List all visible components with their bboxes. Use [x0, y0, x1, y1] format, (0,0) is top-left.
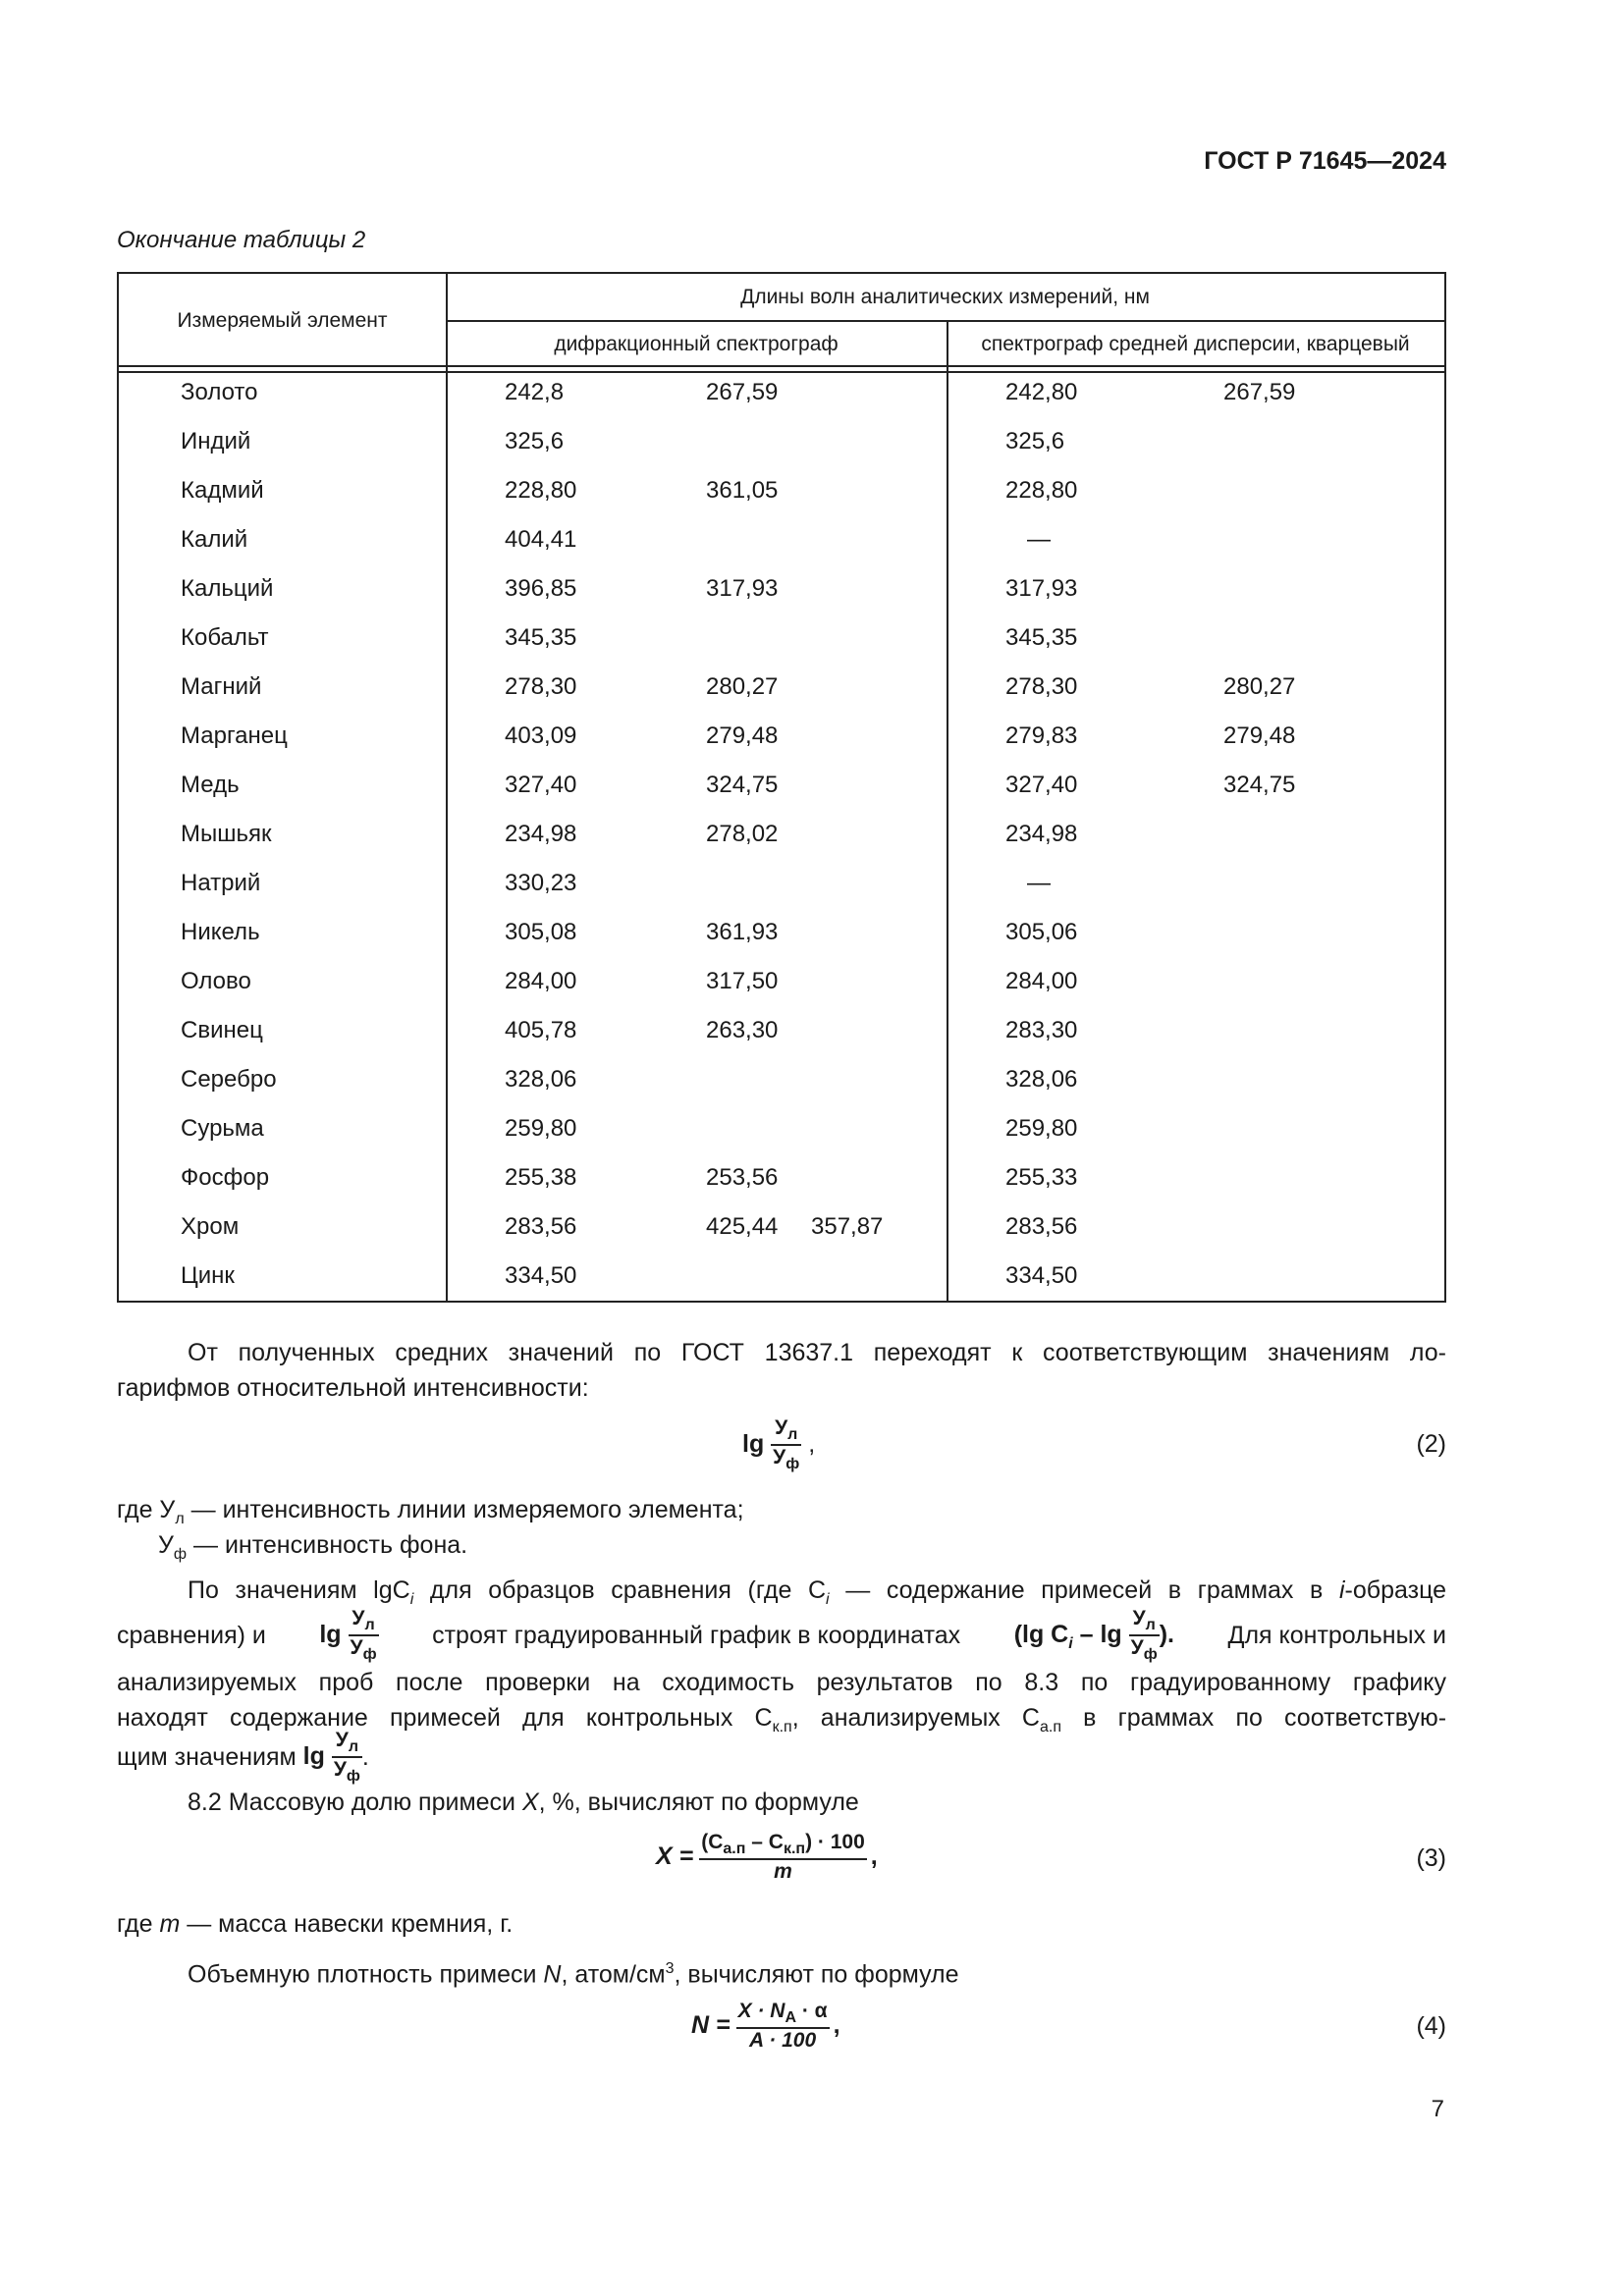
wavelength-cell: 263,30 [706, 1017, 779, 1043]
table-caption: Окончание таблицы 2 [117, 227, 366, 253]
wavelength-cell: 317,93 [1005, 575, 1078, 602]
wavelength-cell: 404,41 [505, 526, 577, 553]
where-mass: где m — масса навески кремния, г. [117, 1910, 514, 1938]
divider-element-column [446, 274, 448, 1301]
wavelength-cell: 345,35 [1005, 624, 1078, 651]
wavelength-cell: 234,98 [505, 821, 577, 847]
equation-number-3: (3) [1416, 1844, 1446, 1872]
element-name-cell: Хром [181, 1213, 240, 1240]
wavelength-cell: 305,06 [1005, 919, 1078, 945]
element-name-cell: Калий [181, 526, 248, 553]
element-name-cell: Кадмий [181, 477, 264, 504]
wavelength-cell: 280,27 [1223, 673, 1296, 700]
wavelength-cell: 242,80 [1005, 379, 1078, 405]
element-name-cell: Никель [181, 919, 260, 945]
inline-ratio-2: lg $\frac{У_л}{У_ф}$ [302, 1728, 360, 1786]
wavelength-cell: 405,78 [505, 1017, 577, 1043]
wavelength-cell: 255,38 [505, 1164, 577, 1191]
wavelength-cell: 317,50 [706, 968, 779, 994]
formula-2: lg $\frac{У_л}{У_ф}$ , [742, 1416, 816, 1473]
paragraph-log-intro-line1: От полученных средних значений по ГОСТ 13637.1 переходят к соответствующим значениям ло- [188, 1339, 1446, 1366]
wavelength-cell: 334,50 [1005, 1262, 1078, 1289]
wavelength-cell: 328,06 [1005, 1066, 1078, 1093]
element-name-cell: Марганец [181, 722, 288, 749]
element-name-cell: Золото [181, 379, 258, 405]
wavelength-cell: 234,98 [1005, 821, 1078, 847]
page-number: 7 [1431, 2096, 1444, 2122]
wavelength-cell: — [1027, 526, 1051, 553]
formula-4: N = $\frac{X \cdot N_A \cdot \alpha}{A \cdot 100}$ , [691, 2000, 840, 2053]
formula-3-fraction: $\frac{(C_{а.п} - C_{к.п}) \cdot 100}{m}$ [701, 1831, 865, 1884]
element-name-cell: Индий [181, 428, 251, 454]
divider-spectrograph-columns [947, 320, 948, 1301]
wavelength-cell: 267,59 [706, 379, 779, 405]
where-line-1: где $У_л$ — интенсивность линии измеряемого элемента; [117, 1496, 744, 1527]
wavelength-cell: 278,30 [1005, 673, 1078, 700]
wavelength-cell: 253,56 [706, 1164, 779, 1191]
divider-header-bottom-1 [119, 365, 1444, 367]
wavelength-cell: 228,80 [1005, 477, 1078, 504]
wavelength-cell: 283,56 [505, 1213, 577, 1240]
wavelength-cell: 361,05 [706, 477, 779, 504]
wavelength-cell: 267,59 [1223, 379, 1296, 405]
divider-header-bottom-2 [119, 371, 1444, 373]
formula-2-lg: lg [742, 1429, 765, 1458]
header-diffraction-spectrograph: дифракционный спектрограф [554, 333, 839, 355]
element-name-cell: Медь [181, 772, 240, 798]
element-name-cell: Сурьма [181, 1115, 264, 1142]
paragraph-calibration-line2: сравнения) и lg $\frac{У_л}{У_ф}$ строят градуированный график в координатах (lg $C_i$ – lg $\frac{У_л}{У_ф}$ ). Для контрольных и [117, 1606, 1446, 1664]
element-name-cell: Цинк [181, 1262, 235, 1289]
wavelength-cell: 259,80 [505, 1115, 577, 1142]
inline-ratio-1: lg $\frac{У_л}{У_ф}$ [319, 1606, 377, 1664]
formula-2-fraction: $\frac{У_л}{У_ф}$ [773, 1416, 800, 1473]
wavelength-cell: 279,83 [1005, 722, 1078, 749]
document-id: ГОСТ Р 71645—2024 [1204, 147, 1446, 175]
wavelength-cell: — [1027, 870, 1051, 896]
wavelength-cell: 327,40 [1005, 772, 1078, 798]
element-name-cell: Мышьяк [181, 821, 272, 847]
paragraph-volume-density: Объемную плотность примеси N, атом/$см^3$, вычисляют по формуле [188, 1960, 959, 1989]
inline-coordinates: (lg $C_i$ – lg $\frac{У_л}{У_ф}$ ). [1013, 1606, 1175, 1664]
wavelength-cell: 357,87 [811, 1213, 884, 1240]
wavelength-cell: 284,00 [505, 968, 577, 994]
element-name-cell: Олово [181, 968, 251, 994]
wavelength-cell: 278,30 [505, 673, 577, 700]
wavelength-cell: 255,33 [1005, 1164, 1078, 1191]
wavelength-cell: 284,00 [1005, 968, 1078, 994]
equation-number-4: (4) [1416, 2012, 1446, 2040]
wavelength-cell: 396,85 [505, 575, 577, 602]
wavelength-cell: 345,35 [505, 624, 577, 651]
wavelength-cell: 325,6 [505, 428, 565, 454]
wavelength-cell: 280,27 [706, 673, 779, 700]
wavelength-cell: 327,40 [505, 772, 577, 798]
element-name-cell: Свинец [181, 1017, 263, 1043]
wavelength-cell: 325,6 [1005, 428, 1065, 454]
wavelength-cell: 278,02 [706, 821, 779, 847]
element-name-cell: Натрий [181, 870, 261, 896]
where-line-2: $У_ф$ — интенсивность фона. [158, 1531, 468, 1563]
header-element: Измеряемый элемент [177, 309, 388, 332]
wavelength-cell: 283,56 [1005, 1213, 1078, 1240]
header-wavelengths: Длины волн аналитических измерений, нм [740, 286, 1150, 308]
wavelength-cell: 403,09 [505, 722, 577, 749]
paragraph-calibration-line3: анализируемых проб после проверки на сходимость результатов по 8.3 по градуированному графику [117, 1669, 1446, 1696]
wavelength-cell: 242,8 [505, 379, 565, 405]
element-name-cell: Кобальт [181, 624, 269, 651]
wavelength-cell: 330,23 [505, 870, 577, 896]
header-quartz-spectrograph: спектрограф средней дисперсии, кварцевый [981, 333, 1410, 355]
wavelength-cell: 279,48 [706, 722, 779, 749]
equation-number-2: (2) [1416, 1430, 1446, 1458]
wavelength-cell: 317,93 [706, 575, 779, 602]
wavelength-cell: 334,50 [505, 1262, 577, 1289]
element-name-cell: Серебро [181, 1066, 277, 1093]
wavelength-cell: 259,80 [1005, 1115, 1078, 1142]
element-name-cell: Кальций [181, 575, 274, 602]
wavelength-cell: 279,48 [1223, 722, 1296, 749]
paragraph-mass-fraction: 8.2 Массовую долю примеси X, %, вычисляют по формуле [188, 1789, 859, 1816]
paragraph-calibration-line1: По значениям lgC$_i$ для образцов сравнения (где $C_i$ — содержание примесей в граммах в i-образце [188, 1576, 1447, 1608]
wavelength-cell: 305,08 [505, 919, 577, 945]
divider-header-row [446, 320, 1444, 322]
paragraph-log-intro-line2: гарифмов относительной интенсивности: [117, 1374, 589, 1402]
wavelength-cell: 328,06 [505, 1066, 577, 1093]
wavelength-cell: 361,93 [706, 919, 779, 945]
wavelength-cell: 228,80 [505, 477, 577, 504]
wavelength-table [117, 272, 1446, 1303]
element-name-cell: Фосфор [181, 1164, 270, 1191]
paragraph-calibration-line5: щим значениям lg $\frac{У_л}{У_ф}$ . [117, 1728, 369, 1786]
paragraph-calibration-line4: находят содержание примесей для контрольных $C_{к.п}$, анализируемых $C_{а.п}$ в граммах по соответствую- [117, 1704, 1447, 1735]
element-name-cell: Магний [181, 673, 262, 700]
wavelength-cell: 425,44 [706, 1213, 779, 1240]
formula-3: X = $\frac{(C_{а.п} - C_{к.п}) \cdot 100}{m}$ , [656, 1831, 878, 1884]
wavelength-cell: 324,75 [1223, 772, 1296, 798]
wavelength-cell: 283,30 [1005, 1017, 1078, 1043]
formula-4-fraction: $\frac{X \cdot N_A \cdot \alpha}{A \cdot 100}$ [737, 2000, 828, 2053]
wavelength-cell: 324,75 [706, 772, 779, 798]
